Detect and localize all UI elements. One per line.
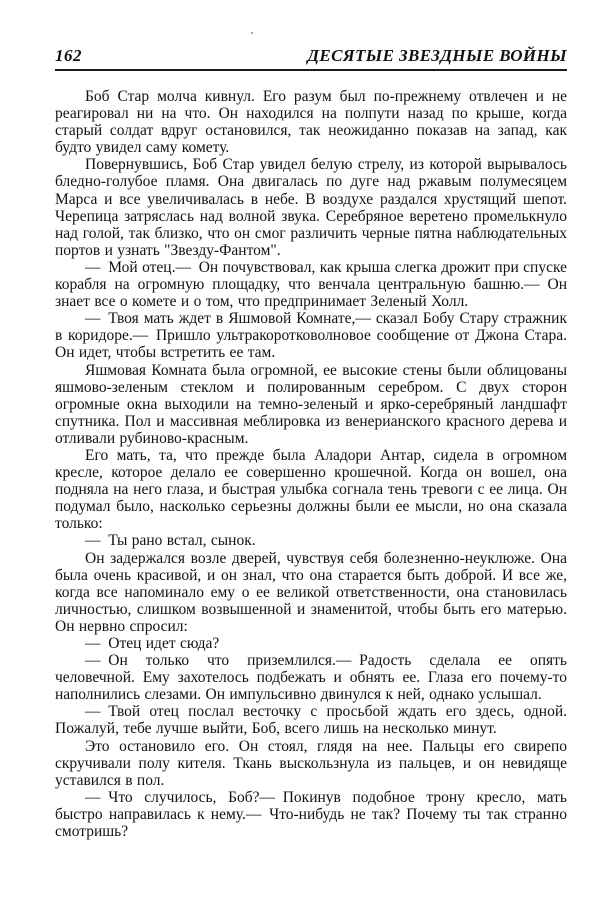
- page-number: 162: [55, 46, 82, 65]
- paragraph-dialogue: — Что случилось, Боб?— Покинув подобное трону кресло, мать быстро направилась к нему.— Что-нибудь не так? Почему ты так странно смотришь?: [55, 788, 567, 841]
- paragraph-dialogue: — Твоя мать ждет в Яшмовой Комнате,— сказал Бобу Стару стражник в коридоре.— Пришло ультракоротковолновое сообщение от Джона Стара. Он идет, чтобы встретить ее там.: [55, 310, 567, 362]
- body-text: [55, 88, 567, 840]
- paragraph-dialogue: — Мой отец.— Он почувствовал, как крыша слегка дрожит при спуске корабля на огромную площадку, что венчала центральную башню.— Он знает все о комете и о том, что предпринимает Зеленый Холл.: [55, 258, 567, 311]
- paragraph: Повернувшись, Боб Стар увидел белую стрелу, из которой вырывалось бледно-голубое пламя. Она двигалась по дуге над ржавым полумесяцем Марса и все увеличивалась в небе. В воздухе раздался хрустящий шепот. Черепица затряслась над волной звука. Серебряное веретено промелькнуло над голой, так близко, что он смог различить черные пятна наблюдательных портов и узнать "Звезду-Фантом".: [55, 156, 567, 259]
- paragraph-dialogue: — Отец идет сюда?: [85, 635, 220, 652]
- scan-speck: [251, 32, 253, 34]
- paragraph-dialogue: — Он только что приземлился.— Радость сделала ее опять человечной. Ему захотелось подбежать и обнять ее. Глаза его почему-то наполнились слезами. Он импульсивно двинулся к ней, однако услышал.: [55, 652, 567, 704]
- running-title: ДЕСЯТЫЕ ЗВЕЗДНЫЕ ВОЙНЫ: [307, 46, 567, 65]
- paragraph: Яшмовая Комната была огромной, ее высокие стены были облицованы яшмово-зеленым стеклом и полированным серебром. С двух сторон огромные окна выходили на темно-зеленый и ярко-серебряный ландшафт спутника. Пол и массивная меблировка из венерианского красного дерева и отливали рубиново-красным.: [55, 361, 567, 447]
- paragraph: Это остановило его. Он стоял, глядя на нее. Пальцы его свирепо скручивали полу кителя. Ткань выскользнула из пальцев, и он невидяще уставился в пол.: [55, 737, 567, 789]
- paragraph: Он задержался возле дверей, чувствуя себя болезненно-неуклюже. Она была очень красивой, и он знал, что она старается быть доброй. И все же, когда все напоминало ему о ее великой ответственности, она становилась личностью, слишком возвышенной и знаменитой, чтобы быть его матерью. Он нервно спросил:: [55, 549, 567, 635]
- paragraph: Его мать, та, что прежде была Аладори Антар, сидела в огромном кресле, которое делало ее совершенно крошечной. Когда он вошел, она подняла на него глаза, и быстрая улыбка согнала тень тревоги с ее лица. Он подумал было, насколько серьезны должны были ее мысли, но она сказала только:: [55, 446, 567, 533]
- paragraph-dialogue: — Ты рано встал, сынок.: [85, 532, 256, 550]
- running-header: [55, 46, 567, 71]
- paragraph-dialogue: — Твой отец послал весточку с просьбой ждать его здесь, одной. Пожалуй, тебе лучше выйти, Боб, всего лишь на несколько минут.: [55, 703, 567, 738]
- paragraph: Боб Стар молча кивнул. Его разум был по-прежнему отвлечен и не реагировал ни на что. Он находился на полпути назад по крыше, когда старый солдат вдруг остановился, так неожиданно показав на запад, как будто увидел саму комету.: [55, 88, 567, 157]
